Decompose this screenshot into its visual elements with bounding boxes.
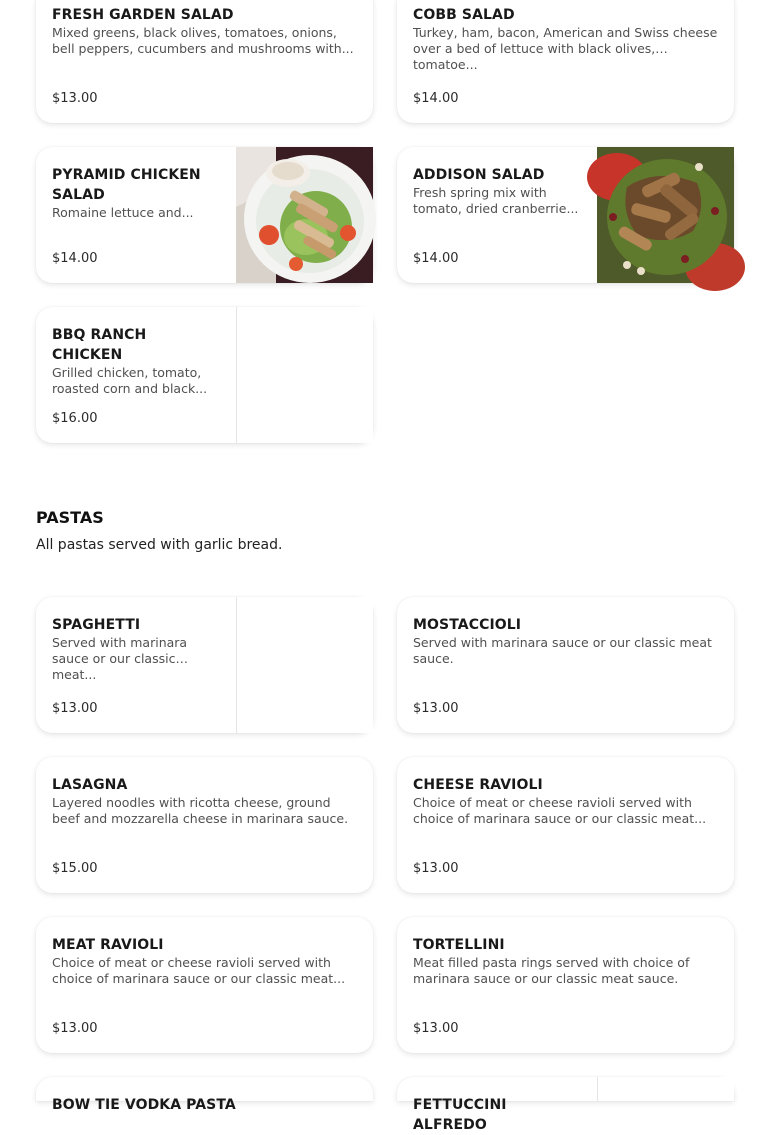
menu-item-card[interactable] — [397, 917, 734, 1053]
menu-item-description: Fresh spring mix with tomato, dried cranberrie... — [413, 185, 579, 216]
menu-item-price: $13.00 — [52, 1021, 98, 1036]
image-placeholder — [236, 597, 373, 733]
menu-item-description: Choice of meat or cheese ravioli served with choice of marinara sauce or our classic meat... — [413, 795, 707, 826]
menu-item-price: $13.00 — [52, 91, 98, 106]
menu-item-card[interactable] — [397, 597, 734, 733]
menu-item-text — [413, 935, 718, 1053]
menu-item-card[interactable] — [36, 147, 373, 283]
menu-item-description: Meat filled pasta rings served with choice of marinara sauce or our classic meat sauce. — [413, 955, 690, 986]
menu-item-price: $13.00 — [413, 861, 459, 876]
menu-item-name: FETTUCCINI ALFREDO — [413, 1097, 507, 1133]
menu-item-name: COBB SALAD — [413, 7, 515, 23]
menu-item-text — [413, 5, 718, 123]
menu-item-card[interactable] — [397, 757, 734, 893]
menu-item-name: ADDISON SALAD — [413, 167, 545, 183]
addison-salad-photo — [597, 147, 734, 283]
menu-item-name: MOSTACCIOLI — [413, 617, 522, 633]
menu-item-name: TORTELLINI — [413, 937, 505, 953]
menu-item-description: Mixed greens, black olives, tomatoes, onions, bell peppers, cucumbers and mushrooms with... — [52, 25, 354, 56]
menu-item-price: $14.00 — [413, 251, 459, 266]
menu-item-card[interactable] — [397, 0, 734, 123]
menu-item-name: BBQ RANCH CHICKEN — [52, 327, 147, 363]
image-placeholder — [236, 307, 373, 443]
menu-item-description: Romaine lettuce and... — [52, 205, 194, 220]
menu-item-text — [413, 615, 718, 733]
image-placeholder — [597, 1077, 734, 1101]
menu-item-card[interactable] — [36, 0, 373, 123]
menu-item-text — [52, 1095, 357, 1113]
menu-item-card[interactable] — [36, 307, 373, 443]
menu-item-text — [52, 935, 357, 1053]
menu-item-card[interactable] — [36, 597, 373, 733]
menu-item-text — [413, 1095, 582, 1133]
menu-item-text — [52, 5, 357, 123]
menu-item-card[interactable] — [36, 1077, 373, 1113]
menu-item-name: PYRAMID CHICKEN SALAD — [52, 167, 201, 203]
menu-item-card[interactable] — [397, 147, 734, 283]
menu-item-price: $14.00 — [52, 251, 98, 266]
section-title: PASTAS — [36, 508, 104, 527]
menu-item-name: MEAT RAVIOLI — [52, 937, 164, 953]
menu-item-price: $13.00 — [413, 1021, 459, 1036]
menu-item-text — [52, 775, 357, 893]
menu-item-price: $14.00 — [413, 91, 459, 106]
menu-item-name: SPAGHETTI — [52, 617, 141, 633]
menu-item-price: $13.00 — [413, 701, 459, 716]
menu-item-description: Choice of meat or cheese ravioli served with choice of marinara sauce or our classic meat... — [52, 955, 346, 986]
menu-item-description: Grilled chicken, tomato, roasted corn and black... — [52, 365, 208, 396]
menu-item-description: Turkey, ham, bacon, American and Swiss cheese over a bed of lettuce with black olives, tomatoe... — [413, 25, 718, 72]
menu-item-card[interactable] — [397, 1077, 734, 1133]
menu-item-name: FRESH GARDEN SALAD — [52, 7, 234, 23]
menu-item-description: Layered noodles with ricotta cheese, ground beef and mozzarella cheese in marinara sauce. — [52, 795, 349, 826]
menu-item-text — [413, 775, 718, 893]
menu-item-name: BOW TIE VODKA PASTA — [52, 1097, 236, 1113]
menu-item-description: Served with marinara sauce or our classic meat... — [52, 635, 188, 682]
menu-item-price: $15.00 — [52, 861, 98, 876]
menu-item-description: Served with marinara sauce or our classic meat sauce. — [413, 635, 712, 666]
menu-item-card[interactable] — [36, 917, 373, 1053]
menu-item-price: $13.00 — [52, 701, 98, 716]
menu-item-price: $16.00 — [52, 411, 98, 426]
menu-item-name: LASAGNA — [52, 777, 128, 793]
menu-item-name: CHEESE RAVIOLI — [413, 777, 543, 793]
grilled-chicken-salad-photo — [236, 147, 373, 283]
menu-item-card[interactable] — [36, 757, 373, 893]
section-subtitle: All pastas served with garlic bread. — [36, 537, 283, 553]
